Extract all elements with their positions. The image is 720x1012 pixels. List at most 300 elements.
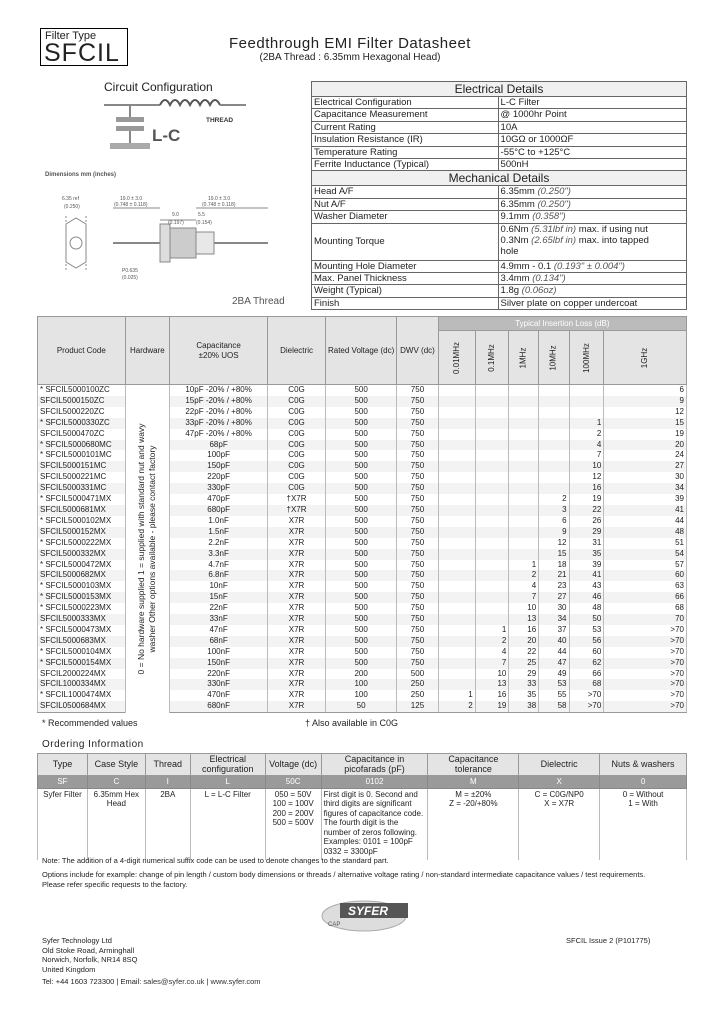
lc-label: L-C bbox=[152, 126, 181, 145]
web-link[interactable]: www.syfer.com bbox=[210, 977, 261, 986]
table-cell bbox=[539, 385, 569, 396]
table-cell: C0G bbox=[268, 472, 326, 483]
table-cell: SFCIL5000681MX bbox=[38, 505, 126, 516]
table-cell: 1.5nF bbox=[170, 527, 268, 538]
table-cell bbox=[475, 461, 509, 472]
page-subtitle: (2BA Thread : 6.35mm Hexagonal Head) bbox=[259, 52, 441, 63]
table-cell: 48 bbox=[569, 603, 604, 614]
table-cell: 15pF -20% / +80% bbox=[170, 396, 268, 407]
table-cell bbox=[438, 385, 475, 396]
table-cell: 23 bbox=[539, 581, 569, 592]
table-cell: 41 bbox=[569, 570, 604, 581]
table-cell bbox=[438, 407, 475, 418]
table-cell: X7R bbox=[268, 581, 326, 592]
table-cell bbox=[438, 669, 475, 680]
table-cell: 6.8nF bbox=[170, 570, 268, 581]
ordering-header: Voltage (dc) bbox=[265, 754, 321, 776]
table-cell: 150nF bbox=[170, 658, 268, 669]
table-cell: 750 bbox=[397, 549, 438, 560]
table-cell: 1.0nF bbox=[170, 516, 268, 527]
table-cell: 1 bbox=[569, 418, 604, 429]
filter-type-label: Filter Type bbox=[45, 30, 97, 42]
table-cell: 26 bbox=[569, 516, 604, 527]
table-cell: 200 bbox=[325, 669, 396, 680]
ordering-code: 50C bbox=[265, 776, 321, 789]
table-cell bbox=[509, 527, 539, 538]
table-cell: X7R bbox=[268, 690, 326, 701]
table-cell: SFCIL1000334MX bbox=[38, 679, 126, 690]
table-cell: 41 bbox=[604, 505, 687, 516]
table-cell: 60 bbox=[604, 570, 687, 581]
table-cell: 1 bbox=[475, 625, 509, 636]
col-voltage: Rated Voltage (dc) bbox=[325, 317, 396, 385]
hardware-note: 0 = No hardware supplied 1 = supplied with standard nut and wavy washer Other options available - please contact factory bbox=[136, 423, 158, 675]
table-cell: 750 bbox=[397, 516, 438, 527]
table-cell bbox=[509, 396, 539, 407]
note-recommended: * Recommended values bbox=[42, 718, 138, 728]
table-cell: 16 bbox=[475, 690, 509, 701]
table-cell: * SFCIL5000471MX bbox=[38, 494, 126, 505]
table-cell: 750 bbox=[397, 385, 438, 396]
table-cell: 22pF -20% / +80% bbox=[170, 407, 268, 418]
table-cell: 68pF bbox=[170, 440, 268, 451]
table-cell: X7R bbox=[268, 592, 326, 603]
ordering-code: M bbox=[428, 776, 519, 789]
table-cell: 9 bbox=[604, 396, 687, 407]
spec-row: Capacitance Measurement @ 1000hr Point bbox=[312, 109, 687, 121]
table-cell: X7R bbox=[268, 538, 326, 549]
table-cell: 750 bbox=[397, 472, 438, 483]
table-cell: >70 bbox=[604, 647, 687, 658]
table-cell: 2 bbox=[438, 701, 475, 712]
table-cell: 18 bbox=[539, 560, 569, 571]
dim-label-9: 19.0 ± 3.0 bbox=[208, 196, 231, 202]
table-cell: X7R bbox=[268, 614, 326, 625]
ordering-table bbox=[37, 753, 687, 860]
table-cell bbox=[438, 581, 475, 592]
table-cell: 44 bbox=[604, 516, 687, 527]
table-cell: 750 bbox=[397, 603, 438, 614]
table-cell bbox=[475, 440, 509, 451]
table-cell bbox=[539, 396, 569, 407]
table-cell bbox=[539, 472, 569, 483]
table-cell bbox=[438, 472, 475, 483]
table-cell bbox=[438, 592, 475, 603]
table-cell: 38 bbox=[509, 701, 539, 712]
table-cell: 2 bbox=[569, 429, 604, 440]
page-title: Feedthrough EMI Filter Datasheet bbox=[229, 35, 471, 52]
ordering-header: Case Style bbox=[87, 754, 145, 776]
table-cell: >70 bbox=[604, 636, 687, 647]
table-cell bbox=[475, 581, 509, 592]
table-cell: SFCIL5000151MC bbox=[38, 461, 126, 472]
table-cell: 500 bbox=[325, 429, 396, 440]
table-cell: * SFCIL5000330ZC bbox=[38, 418, 126, 429]
table-cell: >70 bbox=[569, 701, 604, 712]
table-cell: C0G bbox=[268, 483, 326, 494]
table-cell: 2 bbox=[509, 570, 539, 581]
spec-row: Head A/F 6.35mm (0.250") bbox=[312, 186, 687, 198]
footer-address bbox=[42, 936, 137, 974]
dim-label-4: (0.748 ± 0.118) bbox=[114, 202, 148, 208]
table-cell bbox=[509, 407, 539, 418]
table-cell bbox=[438, 636, 475, 647]
table-cell: 66 bbox=[569, 669, 604, 680]
table-cell bbox=[509, 505, 539, 516]
table-cell bbox=[539, 461, 569, 472]
table-cell bbox=[438, 603, 475, 614]
table-cell: 500 bbox=[325, 494, 396, 505]
logo-sub: CAP bbox=[328, 922, 341, 928]
table-cell: 12 bbox=[539, 538, 569, 549]
col-hardware: Hardware bbox=[125, 317, 170, 385]
dim-label-3: 19.0 ± 3.0 bbox=[120, 196, 143, 202]
table-cell: X7R bbox=[268, 516, 326, 527]
table-cell: 16 bbox=[509, 625, 539, 636]
note-2: Options include for example: change of pin length / custom body dimensions or threads / alternative voltage rating / non-standard intermediate capacitance values / test requirements. bbox=[42, 869, 646, 879]
dim-label-10: (0.748 ± 0.118) bbox=[202, 202, 236, 208]
table-cell: 750 bbox=[397, 581, 438, 592]
freq-001mhz: 0.01MHz bbox=[451, 341, 461, 374]
circuit-diagram bbox=[100, 95, 250, 157]
ordering-header: Nuts & washers bbox=[600, 754, 687, 776]
table-cell: 33pF -20% / +80% bbox=[170, 418, 268, 429]
table-cell bbox=[475, 592, 509, 603]
ordering-code: SF bbox=[38, 776, 88, 789]
table-cell: SFCIL5000221MC bbox=[38, 472, 126, 483]
ordering-title: Ordering Information bbox=[42, 739, 144, 750]
table-cell: 27 bbox=[539, 592, 569, 603]
table-cell: X7R bbox=[268, 701, 326, 712]
table-cell: 15nF bbox=[170, 592, 268, 603]
table-cell: 33nF bbox=[170, 614, 268, 625]
table-cell: 500 bbox=[325, 450, 396, 461]
table-cell: X7R bbox=[268, 549, 326, 560]
table-cell: 750 bbox=[397, 450, 438, 461]
table-cell: 500 bbox=[325, 614, 396, 625]
table-cell: 46 bbox=[569, 592, 604, 603]
table-cell bbox=[438, 679, 475, 690]
table-cell: 250 bbox=[397, 690, 438, 701]
table-cell: 500 bbox=[325, 407, 396, 418]
table-cell: 1 bbox=[509, 560, 539, 571]
hardware-note-cell bbox=[125, 385, 170, 713]
col-dielectric: Dielectric bbox=[268, 317, 326, 385]
spec-row: Insulation Resistance (IR) 10GΩ or 1000ΩF bbox=[312, 134, 687, 146]
table-cell: 750 bbox=[397, 658, 438, 669]
table-cell: 500 bbox=[325, 549, 396, 560]
table-cell: * SFCIL1000474MX bbox=[38, 690, 126, 701]
table-cell: 330nF bbox=[170, 679, 268, 690]
table-cell: * SFCIL5000104MX bbox=[38, 647, 126, 658]
table-cell: SFCIL5000333MX bbox=[38, 614, 126, 625]
table-cell: 15 bbox=[604, 418, 687, 429]
dimensions-caption: Dimensions mm (inches) bbox=[45, 172, 117, 178]
table-cell: 750 bbox=[397, 461, 438, 472]
table-cell bbox=[438, 560, 475, 571]
table-row bbox=[38, 385, 687, 396]
table-cell: 500 bbox=[325, 538, 396, 549]
table-cell: C0G bbox=[268, 396, 326, 407]
table-cell: C0G bbox=[268, 461, 326, 472]
table-cell: 2 bbox=[475, 636, 509, 647]
table-cell: 60 bbox=[569, 647, 604, 658]
table-cell: 35 bbox=[569, 549, 604, 560]
table-cell: 125 bbox=[397, 701, 438, 712]
freq-10mhz: 10MHz bbox=[548, 344, 558, 371]
table-cell: 29 bbox=[569, 527, 604, 538]
electrical-title: Electrical Details bbox=[312, 82, 687, 97]
company-name: Syfer Technology Ltd bbox=[42, 936, 112, 945]
table-cell: 7 bbox=[509, 592, 539, 603]
table-cell bbox=[539, 429, 569, 440]
table-cell: 56 bbox=[569, 636, 604, 647]
table-cell: 500 bbox=[325, 636, 396, 647]
table-cell: 750 bbox=[397, 429, 438, 440]
table-cell bbox=[475, 450, 509, 461]
ordering-header: Electrical configuration bbox=[190, 754, 265, 776]
dim-label-2: (0.250) bbox=[64, 204, 80, 210]
table-cell: X7R bbox=[268, 658, 326, 669]
tel: Tel: +44 1603 723300 bbox=[42, 977, 115, 986]
dim-label-6: (0.197) bbox=[168, 220, 184, 226]
table-cell: 680pF bbox=[170, 505, 268, 516]
table-cell bbox=[475, 494, 509, 505]
table-cell bbox=[438, 538, 475, 549]
table-cell: 37 bbox=[539, 625, 569, 636]
table-cell: 30 bbox=[539, 603, 569, 614]
table-cell: >70 bbox=[604, 701, 687, 712]
note-c0g: † Also available in C0G bbox=[305, 718, 399, 728]
spec-row: Temperature Rating -55°C to +125°C bbox=[312, 146, 687, 158]
table-cell: 750 bbox=[397, 483, 438, 494]
table-cell: 500 bbox=[325, 505, 396, 516]
table-cell bbox=[475, 560, 509, 571]
table-cell bbox=[475, 505, 509, 516]
ordering-detail: C = C0G/NP0 X = X7R bbox=[519, 788, 600, 860]
table-cell: 66 bbox=[604, 592, 687, 603]
logo-text: SYFER bbox=[348, 904, 389, 918]
table-cell bbox=[438, 625, 475, 636]
table-cell: C0G bbox=[268, 429, 326, 440]
table-cell: 50 bbox=[569, 614, 604, 625]
col-capacitance: Capacitance ±20% UOS bbox=[170, 317, 268, 385]
table-cell: 12 bbox=[569, 472, 604, 483]
table-cell: X7R bbox=[268, 625, 326, 636]
table-cell: 10nF bbox=[170, 581, 268, 592]
table-cell: * SFCIL5000153MX bbox=[38, 592, 126, 603]
table-cell: 68 bbox=[604, 603, 687, 614]
table-cell: 750 bbox=[397, 407, 438, 418]
table-cell bbox=[438, 396, 475, 407]
table-cell: 4.7nF bbox=[170, 560, 268, 571]
table-cell: 34 bbox=[539, 614, 569, 625]
table-cell bbox=[475, 538, 509, 549]
product-table bbox=[37, 316, 687, 713]
table-cell bbox=[475, 396, 509, 407]
spec-row: Mounting Torque 0.6Nm (5.31lbf in) max. if using nut 0.3Nm (2.65lbf in) max. into tapped hole bbox=[312, 223, 687, 260]
ordering-header: Capacitance tolerance bbox=[428, 754, 519, 776]
dimension-drawing bbox=[48, 188, 288, 296]
table-cell bbox=[509, 450, 539, 461]
table-cell: 470nF bbox=[170, 690, 268, 701]
table-cell bbox=[539, 450, 569, 461]
table-cell: 500 bbox=[325, 472, 396, 483]
table-cell: X7R bbox=[268, 669, 326, 680]
table-cell: 750 bbox=[397, 570, 438, 581]
table-cell: 100 bbox=[325, 679, 396, 690]
table-cell: 100 bbox=[325, 690, 396, 701]
table-cell: 43 bbox=[569, 581, 604, 592]
table-cell: * SFCIL5000472MX bbox=[38, 560, 126, 571]
table-cell: 2 bbox=[539, 494, 569, 505]
table-cell bbox=[475, 614, 509, 625]
freq-01mhz: 0.1MHz bbox=[487, 343, 497, 372]
table-cell bbox=[475, 429, 509, 440]
table-cell: 750 bbox=[397, 396, 438, 407]
table-cell: 6 bbox=[604, 385, 687, 396]
syfer-logo bbox=[312, 896, 412, 934]
table-cell: X7R bbox=[268, 603, 326, 614]
table-cell: 4 bbox=[569, 440, 604, 451]
table-cell: 51 bbox=[604, 538, 687, 549]
table-cell: 44 bbox=[539, 647, 569, 658]
table-cell: 57 bbox=[604, 560, 687, 571]
ordering-detail: M = ±20% Z = -20/+80% bbox=[428, 788, 519, 860]
table-cell bbox=[475, 527, 509, 538]
table-cell bbox=[539, 483, 569, 494]
email-link[interactable]: sales@syfer.co.uk bbox=[143, 977, 205, 986]
email-label: Email: bbox=[120, 977, 142, 986]
ordering-detail: L = L-C Filter bbox=[190, 788, 265, 860]
table-cell: 100pF bbox=[170, 450, 268, 461]
dim-label-5: 9.0 bbox=[172, 212, 179, 218]
table-cell: 500 bbox=[325, 625, 396, 636]
table-cell: X7R bbox=[268, 527, 326, 538]
mechanical-title: Mechanical Details bbox=[312, 171, 687, 186]
table-cell: 40 bbox=[539, 636, 569, 647]
table-cell: 500 bbox=[325, 592, 396, 603]
table-cell: 47pF -20% / +80% bbox=[170, 429, 268, 440]
table-cell: C0G bbox=[268, 385, 326, 396]
table-cell bbox=[475, 603, 509, 614]
table-cell: 55 bbox=[539, 690, 569, 701]
address-line: Norwich, Norfolk, NR14 8SQ bbox=[42, 955, 138, 964]
table-cell: 12 bbox=[604, 407, 687, 418]
table-cell: 750 bbox=[397, 592, 438, 603]
table-cell bbox=[438, 429, 475, 440]
table-cell: >70 bbox=[604, 669, 687, 680]
table-cell: 22 bbox=[509, 647, 539, 658]
table-cell: 47 bbox=[539, 658, 569, 669]
table-cell bbox=[438, 483, 475, 494]
ordering-detail: First digit is 0. Second and third digits are significant figures of capacitance code. The fourth digit is the number of zeros following. Examples: 0101 = 100pF 0332 = 3300pF bbox=[321, 788, 428, 860]
table-cell bbox=[438, 658, 475, 669]
table-cell bbox=[475, 385, 509, 396]
table-cell: * SFCIL5000680MC bbox=[38, 440, 126, 451]
table-cell: 48 bbox=[604, 527, 687, 538]
table-cell: 100nF bbox=[170, 647, 268, 658]
table-cell: 68 bbox=[569, 679, 604, 690]
table-cell: X7R bbox=[268, 647, 326, 658]
table-cell bbox=[438, 461, 475, 472]
table-cell bbox=[438, 418, 475, 429]
table-cell: SFCIL5000152MX bbox=[38, 527, 126, 538]
col-code: Product Code bbox=[38, 317, 126, 385]
table-cell: 470pF bbox=[170, 494, 268, 505]
ordering-header: Thread bbox=[145, 754, 190, 776]
table-cell: X7R bbox=[268, 679, 326, 690]
table-cell: 750 bbox=[397, 440, 438, 451]
ordering-detail: Syfer Filter bbox=[38, 788, 88, 860]
table-cell: 330pF bbox=[170, 483, 268, 494]
ordering-code: X bbox=[519, 776, 600, 789]
table-cell bbox=[475, 407, 509, 418]
table-cell: 500 bbox=[325, 440, 396, 451]
ordering-code: L bbox=[190, 776, 265, 789]
table-cell: 3 bbox=[539, 505, 569, 516]
thread-caption: 2BA Thread bbox=[232, 296, 285, 307]
table-cell: * SFCIL5000102MX bbox=[38, 516, 126, 527]
note-3: Please refer specific requests to the factory. bbox=[42, 880, 188, 889]
table-cell bbox=[438, 549, 475, 560]
table-cell: 53 bbox=[539, 679, 569, 690]
filter-type-name: SFCIL bbox=[44, 39, 120, 67]
table-cell: 500 bbox=[325, 603, 396, 614]
table-cell bbox=[438, 614, 475, 625]
table-cell: 30 bbox=[604, 472, 687, 483]
table-cell: C0G bbox=[268, 440, 326, 451]
table-cell bbox=[569, 385, 604, 396]
table-cell: 680nF bbox=[170, 701, 268, 712]
table-cell bbox=[509, 516, 539, 527]
table-cell bbox=[539, 407, 569, 418]
table-cell bbox=[509, 538, 539, 549]
table-cell: 47nF bbox=[170, 625, 268, 636]
table-cell: 4 bbox=[475, 647, 509, 658]
dim-label-7: 5.5 bbox=[198, 212, 205, 218]
ordering-detail: 2BA bbox=[145, 788, 190, 860]
table-cell: C0G bbox=[268, 418, 326, 429]
ordering-detail: 0 = Without 1 = With bbox=[600, 788, 687, 860]
table-cell: 500 bbox=[325, 570, 396, 581]
table-cell: SFCIL5000220ZC bbox=[38, 407, 126, 418]
ordering-header: Dielectric bbox=[519, 754, 600, 776]
table-cell bbox=[569, 407, 604, 418]
table-cell: 19 bbox=[569, 494, 604, 505]
table-cell bbox=[438, 647, 475, 658]
freq-100mhz: 100MHz bbox=[581, 342, 591, 373]
table-cell: * SFCIL5000101MC bbox=[38, 450, 126, 461]
dim-label-1: 6.35 ref bbox=[62, 196, 79, 202]
table-cell bbox=[475, 570, 509, 581]
table-cell: 750 bbox=[397, 560, 438, 571]
ordering-header: Type bbox=[38, 754, 88, 776]
table-cell: >70 bbox=[604, 625, 687, 636]
table-cell bbox=[509, 494, 539, 505]
table-cell: SFCIL5000332MX bbox=[38, 549, 126, 560]
table-cell: 20 bbox=[604, 440, 687, 451]
table-cell: 500 bbox=[325, 461, 396, 472]
table-cell bbox=[509, 461, 539, 472]
table-cell: 750 bbox=[397, 614, 438, 625]
table-cell: >70 bbox=[604, 658, 687, 669]
dim-label-8: (0.154) bbox=[196, 220, 212, 226]
table-cell: 22 bbox=[569, 505, 604, 516]
table-cell bbox=[509, 440, 539, 451]
table-cell: 49 bbox=[539, 669, 569, 680]
table-cell: SFCIL5000150ZC bbox=[38, 396, 126, 407]
